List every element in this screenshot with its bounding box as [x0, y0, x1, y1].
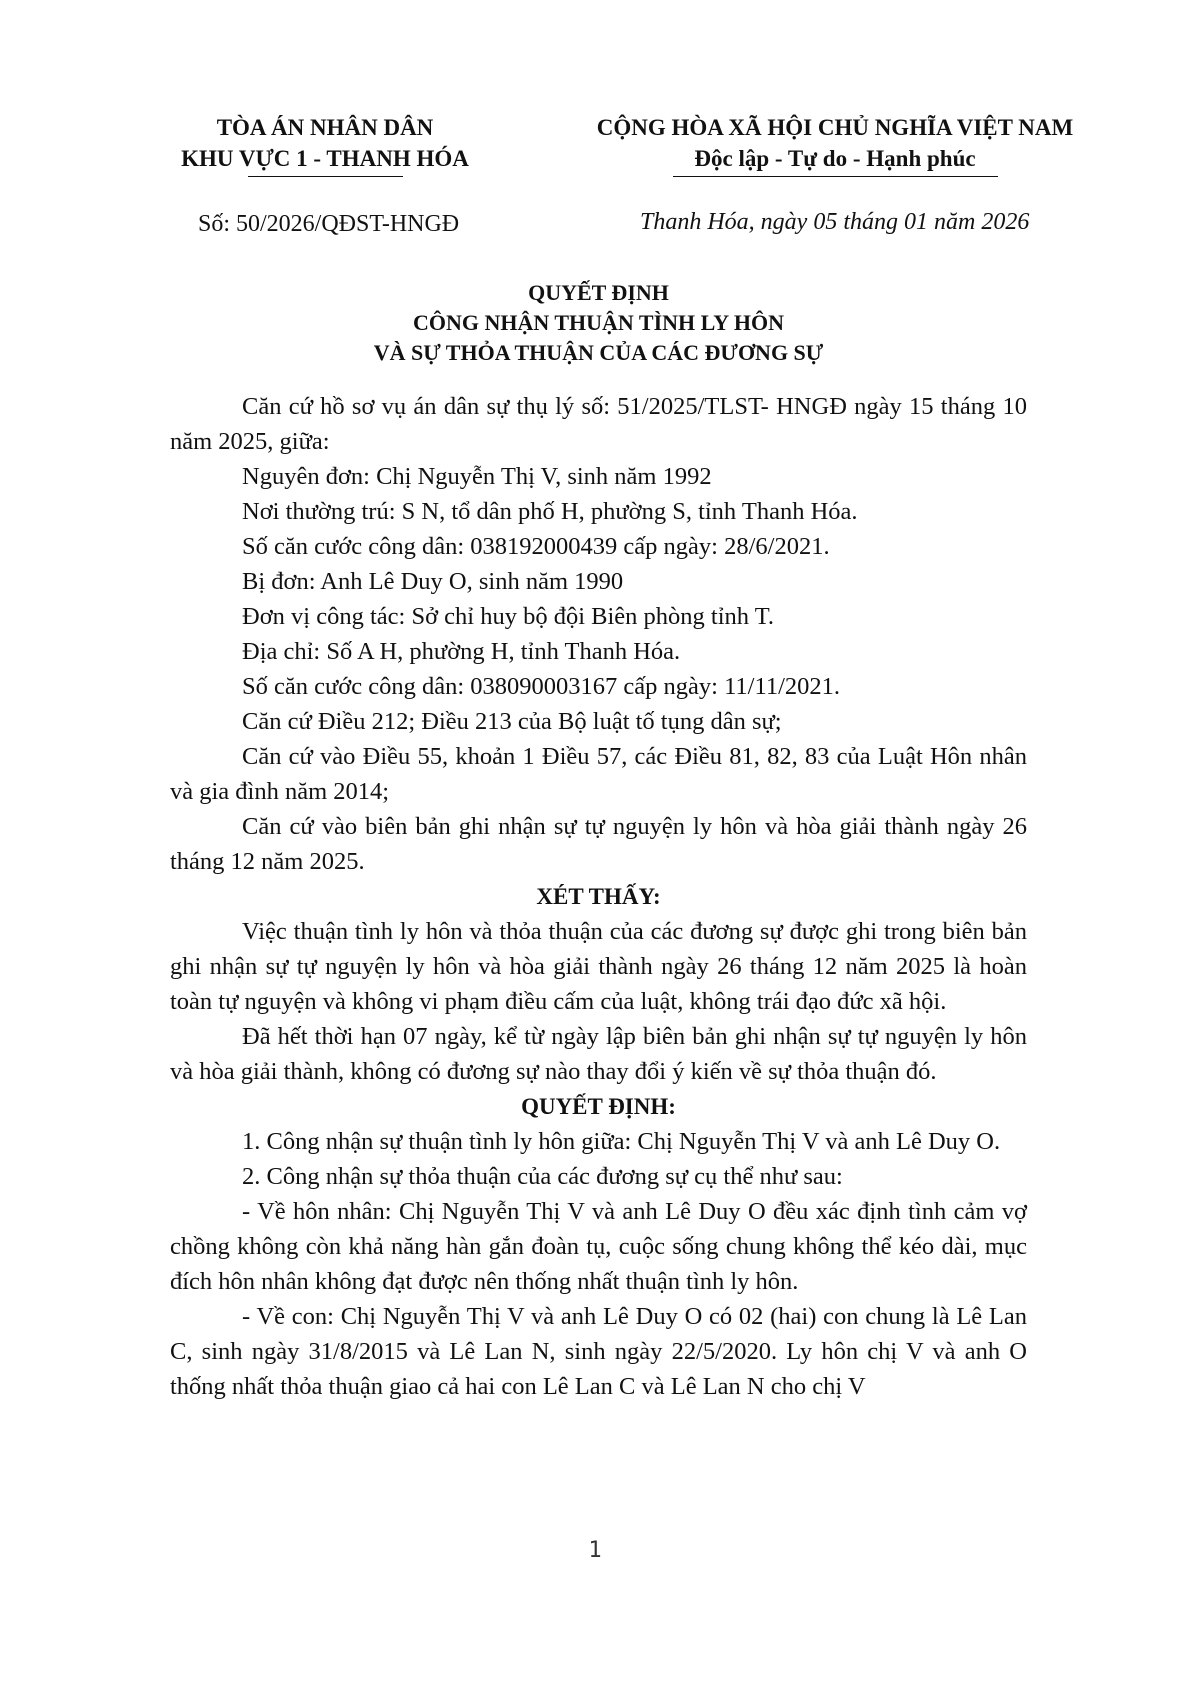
legal-basis-record: Căn cứ vào biên bản ghi nhận sự tự nguyện ly hôn và hòa giải thành ngày 26 tháng 12 năm 2025. — [170, 813, 1027, 875]
place-and-date: Thanh Hóa, ngày 05 tháng 01 năm 2026 — [640, 209, 1030, 235]
decision-marriage: - Về hôn nhân: Chị Nguyễn Thị V và anh Lê Duy O đều xác định tình cảm vợ chồng không còn khả năng hàn gắn đoàn tụ, cuộc sống chung không thể kéo dài, mục đích hôn nhân không đạt được nên thống nhất thuận tình ly hôn. — [170, 1198, 1027, 1295]
document-number: Số: 50/2026/QĐST-HNGĐ — [198, 211, 460, 237]
court-header — [160, 112, 490, 177]
legal-basis-procedure: Căn cứ Điều 212; Điều 213 của Bộ luật tố tụng dân sự; — [242, 708, 782, 735]
court-name: TÒA ÁN NHÂN DÂN — [216, 115, 434, 140]
plaintiff-id: Số căn cước công dân: 038192000439 cấp ngày: 28/6/2021. — [242, 533, 830, 560]
plaintiff-residence: Nơi thường trú: S N, tổ dân phố H, phường S, tỉnh Thanh Hóa. — [242, 498, 858, 525]
defendant-line: Bị đơn: Anh Lê Duy O, sinh năm 1990 — [242, 568, 624, 595]
findings-paragraph-2: Đã hết thời hạn 07 ngày, kể từ ngày lập biên bản ghi nhận sự tự nguyện ly hôn và hòa giải thành, không có đương sự nào thay đổi ý kiến về sự thỏa thuận đó. — [170, 1023, 1027, 1085]
plaintiff-line: Nguyên đơn: Chị Nguyễn Thị V, sinh năm 1992 — [242, 463, 712, 490]
case-basis-paragraph: Căn cứ hồ sơ vụ án dân sự thụ lý số: 51/2025/TLST- HNGĐ ngày 15 tháng 10 năm 2025, giữa: — [170, 393, 1027, 455]
page-number: 1 — [588, 1538, 602, 1563]
document-title — [170, 278, 1027, 368]
decision-heading: QUYẾT ĐỊNH: — [521, 1094, 676, 1119]
decision-item-2: 2. Công nhận sự thỏa thuận của các đương sự cụ thể như sau: — [242, 1163, 843, 1190]
court-header-underline — [248, 176, 403, 177]
title-line-3: VÀ SỰ THỎA THUẬN CỦA CÁC ĐƯƠNG SỰ — [373, 340, 824, 365]
findings-paragraph-1: Việc thuận tình ly hôn và thỏa thuận của các đương sự được ghi trong biên bản ghi nhận sự tự nguyện ly hôn và hòa giải thành ngày 26 tháng 12 năm 2025 là hoàn toàn tự nguyện và không vi phạm điều cấm của luật, không trái đạo đức xã hội. — [170, 918, 1027, 1015]
decision-item-1: 1. Công nhận sự thuận tình ly hôn giữa: Chị Nguyễn Thị V và anh Lê Duy O. — [242, 1128, 1001, 1155]
national-title: CỘNG HÒA XÃ HỘI CHỦ NGHĨA VIỆT NAM — [596, 115, 1074, 140]
legal-basis-family-law: Căn cứ vào Điều 55, khoản 1 Điều 57, các Điều 81, 82, 83 của Luật Hôn nhân và gia đình năm 2014; — [170, 743, 1027, 805]
defendant-workplace: Đơn vị công tác: Sở chỉ huy bộ đội Biên phòng tỉnh T. — [242, 603, 774, 630]
court-region: KHU VỰC 1 - THANH HÓA — [181, 146, 469, 171]
defendant-address: Địa chỉ: Số A H, phường H, tỉnh Thanh Hóa. — [242, 638, 681, 665]
decision-children: - Về con: Chị Nguyễn Thị V và anh Lê Duy O có 02 (hai) con chung là Lê Lan C, sinh ngày 31/8/2015 và Lê Lan N, sinh ngày 22/5/2020. Ly hôn chị V và anh O thống nhất thỏa thuận giao cả hai con Lê Lan C và Lê Lan N cho chị V — [170, 1303, 1027, 1400]
document-body — [170, 389, 1027, 1404]
defendant-id: Số căn cước công dân: 038090003167 cấp ngày: 11/11/2021. — [242, 673, 841, 700]
findings-heading: XÉT THẤY: — [536, 884, 661, 909]
national-header — [555, 112, 1115, 177]
title-line-1: QUYẾT ĐỊNH — [528, 280, 669, 305]
title-line-2: CÔNG NHẬN THUẬN TÌNH LY HÔN — [412, 310, 784, 335]
national-motto: Độc lập - Tự do - Hạnh phúc — [694, 146, 976, 171]
national-motto-underline — [673, 176, 998, 177]
